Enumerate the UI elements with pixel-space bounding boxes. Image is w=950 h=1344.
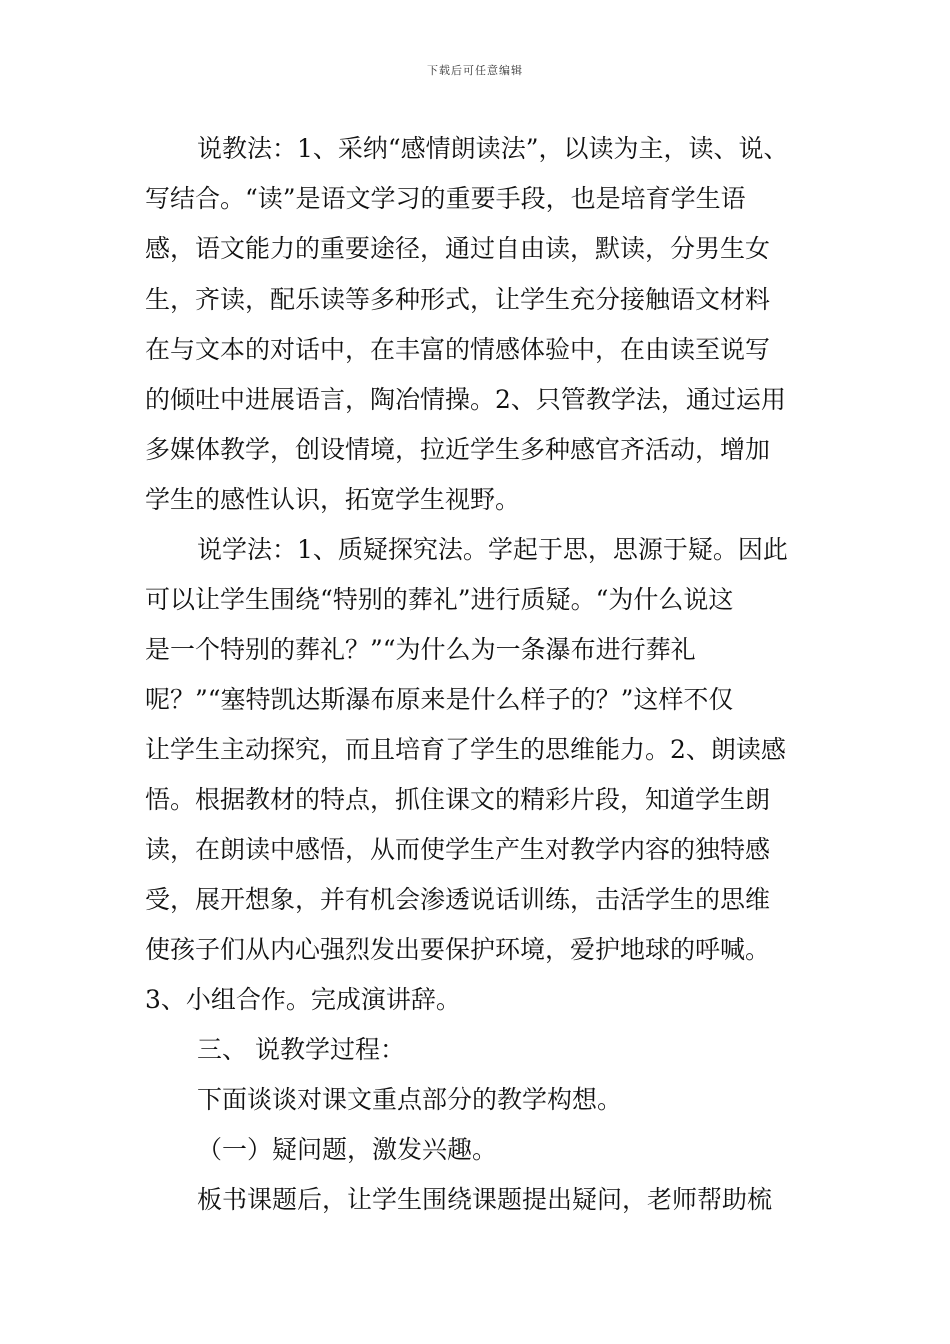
paragraph-line: 说学法：1、质疑探究法。学起于思，思源于疑。因此 [197, 535, 788, 564]
paragraph-line: 多媒体教学，创设情境，拉近学生多种感官齐活动，增加 [145, 435, 771, 464]
paragraph-line: 生，齐读，配乐读等多种形式，让学生充分接触语文材料 [145, 285, 771, 314]
paragraph-line: 写结合。“读”是语文学习的重要手段，也是培育学生语 [145, 184, 746, 213]
paragraph-line: 说教法：1、采纳“感情朗读法”，以读为主，读、说、 [197, 134, 789, 163]
paragraph-line: 在与文本的对话中，在丰富的情感体验中，在由读至说写 [145, 335, 771, 364]
paragraph-line: 读，在朗读中感悟，从而使学生产生对教学内容的独特感 [145, 835, 771, 864]
paragraph-line: 让学生主动探究，而且培育了学生的思维能力。2、朗读感 [145, 735, 786, 764]
paragraph-line: 呢？”“塞特凯达斯瀑布原来是什么样子的？”这样不仅 [145, 685, 734, 714]
paragraph-line: 使孩子们从内心强烈发出要保护环境，爱护地球的呼喊。 [145, 935, 771, 964]
paragraph-line: 悟。根据教材的特点，抓住课文的精彩片段，知道学生朗 [145, 785, 771, 814]
paragraph-line: 是一个特别的葬礼？”“为什么为一条瀑布进行葬礼 [145, 635, 696, 664]
section-heading: 三、 说教学过程： [197, 1035, 405, 1064]
paragraph-line: 的倾吐中进展语言，陶冶情操。2、只管教学法，通过运用 [145, 385, 786, 414]
paragraph-line: 学生的感性认识，拓宽学生视野。 [145, 485, 521, 514]
paragraph-line: 感，语文能力的重要途径，通过自由读，默读，分男生女 [145, 234, 771, 263]
paragraph-line: 3、小组合作。完成演讲辞。 [145, 985, 461, 1014]
paragraph-line: 板书课题后，让学生围绕课题提出疑问，老师帮助梳 [197, 1185, 773, 1214]
subsection-heading: （一）疑问题，激发兴趣。 [197, 1135, 498, 1164]
page-header-note: 下载后可任意编辑 [427, 64, 523, 77]
paragraph-line: 受，展开想象，并有机会渗透说话训练，击活学生的思维 [145, 885, 771, 914]
paragraph-line: 可以让学生围绕“特别的葬礼”进行质疑。“为什么说这 [145, 585, 734, 614]
paragraph-line: 下面谈谈对课文重点部分的教学构想。 [197, 1085, 623, 1114]
